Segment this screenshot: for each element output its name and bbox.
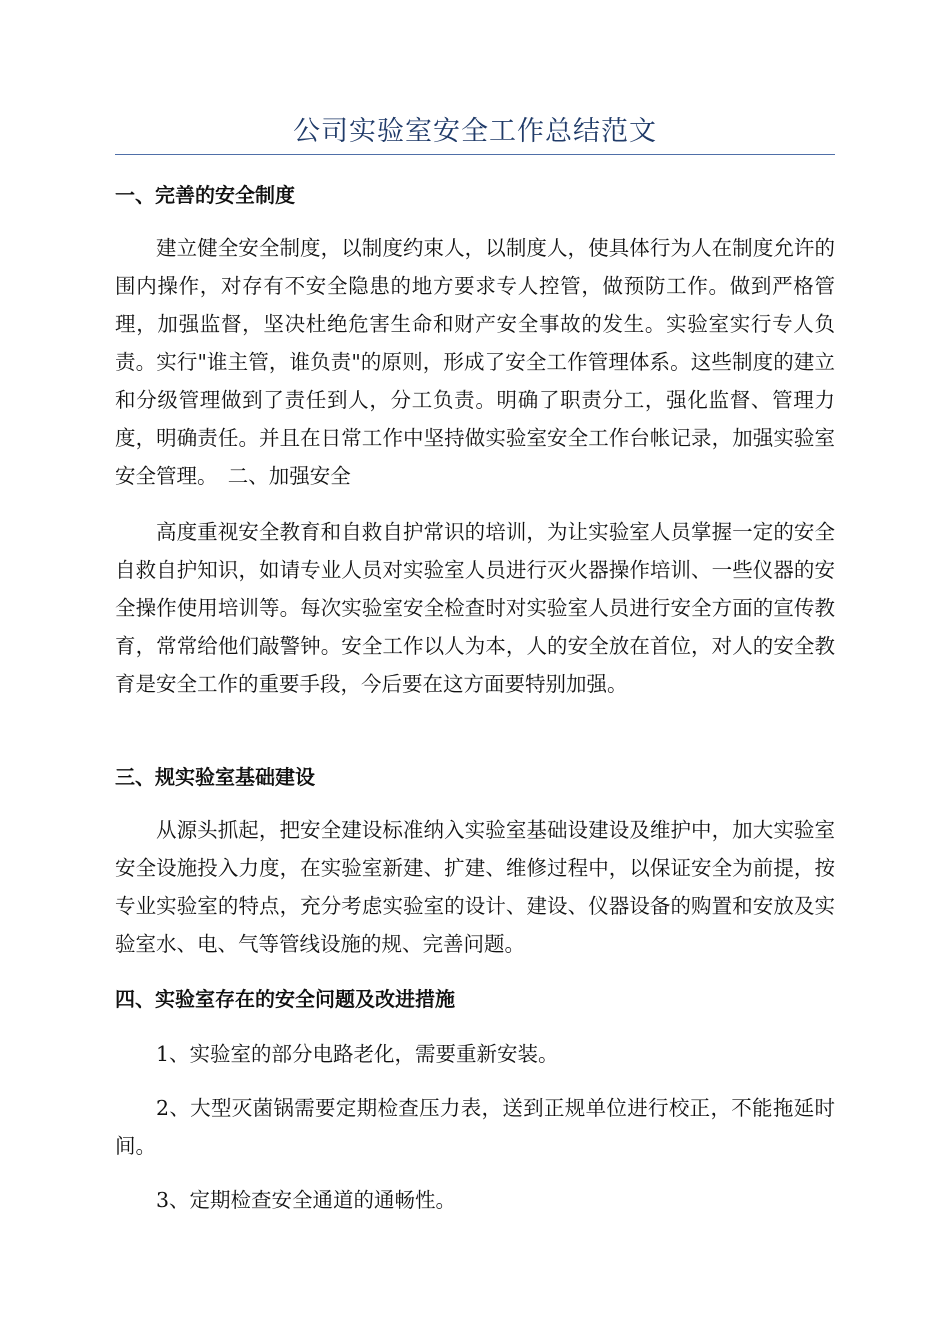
section-1-paragraph-2: 高度重视安全教育和自救自护常识的培训，为让实验室人员掌握一定的安全自救自护知识，如请专业人员对实验室人员进行灭火器操作培训、一些仪器的安全操作使用培训等。每次实验室安全检查时对实验室人员进行安全方面的宣传教育，常常给他们敲警钟。安全工作以人为本，人的安全放在首位，对人的安全教育是安全工作的重要手段，今后要在这方面要特别加强。 — [115, 520, 835, 696]
list-item-3: 3、定期检查安全通道的通畅性。 — [156, 1188, 457, 1212]
section-1-paragraph-1: 建立健全安全制度，以制度约束人，以制度人，使具体行为人在制度允许的围内操作，对存有不安全隐患的地方要求专人控管，做预防工作。做到严格管理，加强监督，坚决杜绝危害生命和财产安全事故的发生。实验室实行专人负责。实行"谁主管，谁负责"的原则，形成了安全工作管理体系。这些制度的建立和分级管理做到了责任到人，分工负责。明确了职责分工，强化监督、管理力度，明确责任。并且在日常工作中坚持做实验室安全工作台帐记录，加强实验室安全管理。 二、加强安全 — [115, 236, 835, 488]
list-item-2: 2、大型灭菌锅需要定期检查压力表，送到正规单位进行校正，不能拖延时间。 — [115, 1096, 835, 1158]
section-heading-1: 一、完善的安全制度 — [115, 183, 295, 207]
section-heading-4: 四、实验室存在的安全问题及改进措施 — [115, 987, 455, 1011]
document-title: 公司实验室安全工作总结范文 — [293, 116, 657, 147]
section-3-paragraph-1: 从源头抓起，把安全建设标准纳入实验室基础设建设及维护中，加大实验室安全设施投入力度，在实验室新建、扩建、维修过程中，以保证安全为前提，按专业实验室的特点，充分考虑实验室的设计、建设、仪器设备的购置和安放及实验室水、电、气等管线设施的规、完善问题。 — [115, 818, 835, 956]
title-underline — [115, 154, 835, 155]
section-heading-3: 三、规实验室基础建设 — [115, 765, 315, 789]
list-item-1: 1、实验室的部分电路老化，需要重新安装。 — [156, 1042, 559, 1066]
